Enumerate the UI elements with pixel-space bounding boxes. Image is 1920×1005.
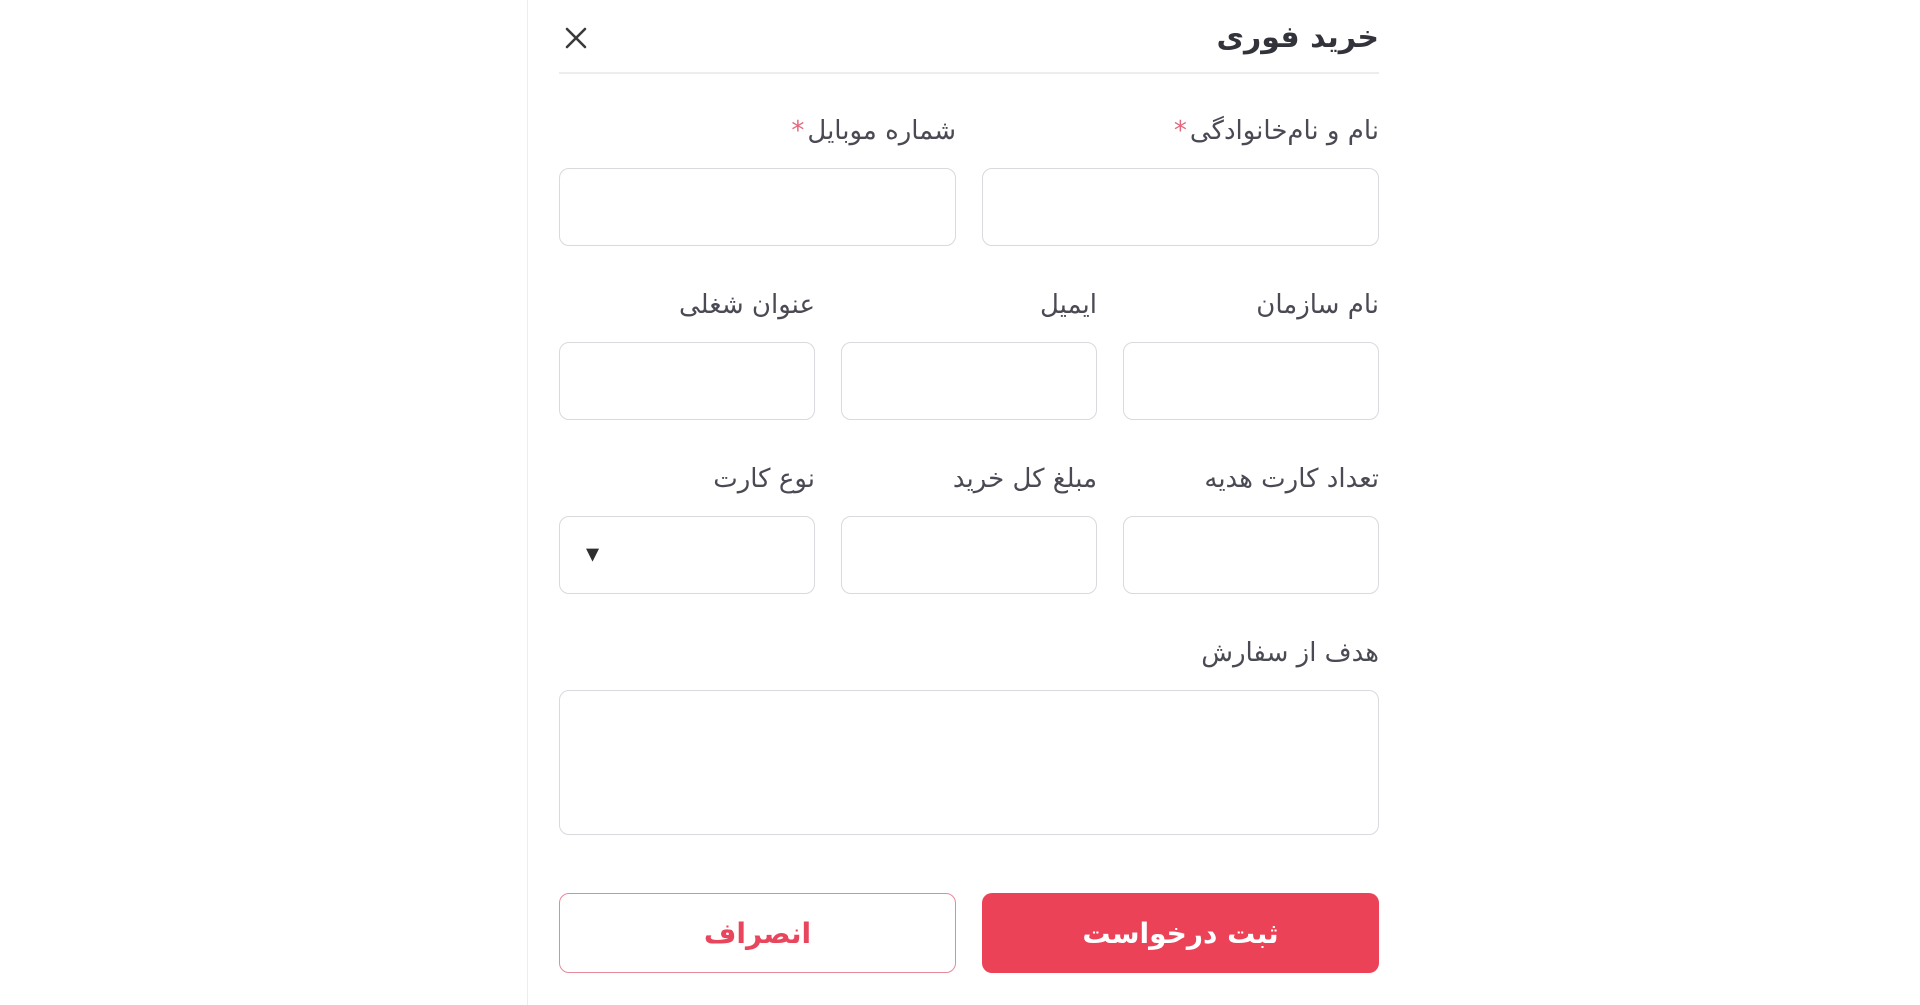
card-count-input[interactable]: [1123, 516, 1379, 594]
card-count-field: [1123, 462, 1379, 594]
organization-field: [1123, 288, 1379, 420]
email-input[interactable]: [841, 342, 1097, 420]
form-row-3: [559, 462, 1379, 594]
form-row-1: [559, 114, 1379, 246]
required-asterisk: *: [1173, 116, 1187, 146]
card-count-label: تعداد کارت هدیه: [1204, 464, 1379, 494]
total-amount-field: [841, 462, 1097, 594]
quick-purchase-modal: [527, 0, 1410, 1005]
job-title-field: [559, 288, 815, 420]
card-type-select[interactable]: [559, 516, 815, 594]
header-divider: [559, 72, 1379, 74]
purpose-field: [559, 636, 1379, 839]
total-amount-label: مبلغ کل خرید: [952, 464, 1097, 494]
organization-input[interactable]: [1123, 342, 1379, 420]
total-amount-input[interactable]: [841, 516, 1097, 594]
email-field: [841, 288, 1097, 420]
email-label: ایمیل: [1039, 290, 1097, 320]
organization-label: نام سازمان: [1256, 290, 1379, 320]
purpose-label: هدف از سفارش: [1201, 638, 1379, 668]
mobile-input[interactable]: [559, 168, 956, 246]
close-icon: [562, 24, 590, 52]
required-asterisk: *: [791, 116, 805, 146]
close-button[interactable]: [559, 21, 593, 55]
full-name-input[interactable]: [982, 168, 1379, 246]
mobile-label-text: شماره موبایل: [807, 116, 956, 146]
card-type-label: نوع کارت: [713, 464, 815, 494]
modal-header: [559, 0, 1379, 60]
submit-button[interactable]: ثبت درخواست: [982, 893, 1379, 973]
mobile-field: [559, 114, 956, 246]
job-title-label: عنوان شغلی: [679, 290, 815, 320]
chevron-down-icon: ▼: [586, 544, 600, 565]
card-type-field: [559, 462, 815, 594]
full-name-label: [982, 114, 1379, 148]
full-name-label-text: نام و نام‌خانوادگی: [1189, 116, 1379, 146]
full-name-field: [982, 114, 1379, 246]
button-row: [559, 893, 1379, 973]
job-title-input[interactable]: [559, 342, 815, 420]
cancel-button[interactable]: انصراف: [559, 893, 956, 973]
form-row-2: [559, 288, 1379, 420]
purpose-textarea[interactable]: [559, 690, 1379, 835]
mobile-label: [559, 114, 956, 148]
modal-title: خرید فوری: [1216, 20, 1379, 55]
